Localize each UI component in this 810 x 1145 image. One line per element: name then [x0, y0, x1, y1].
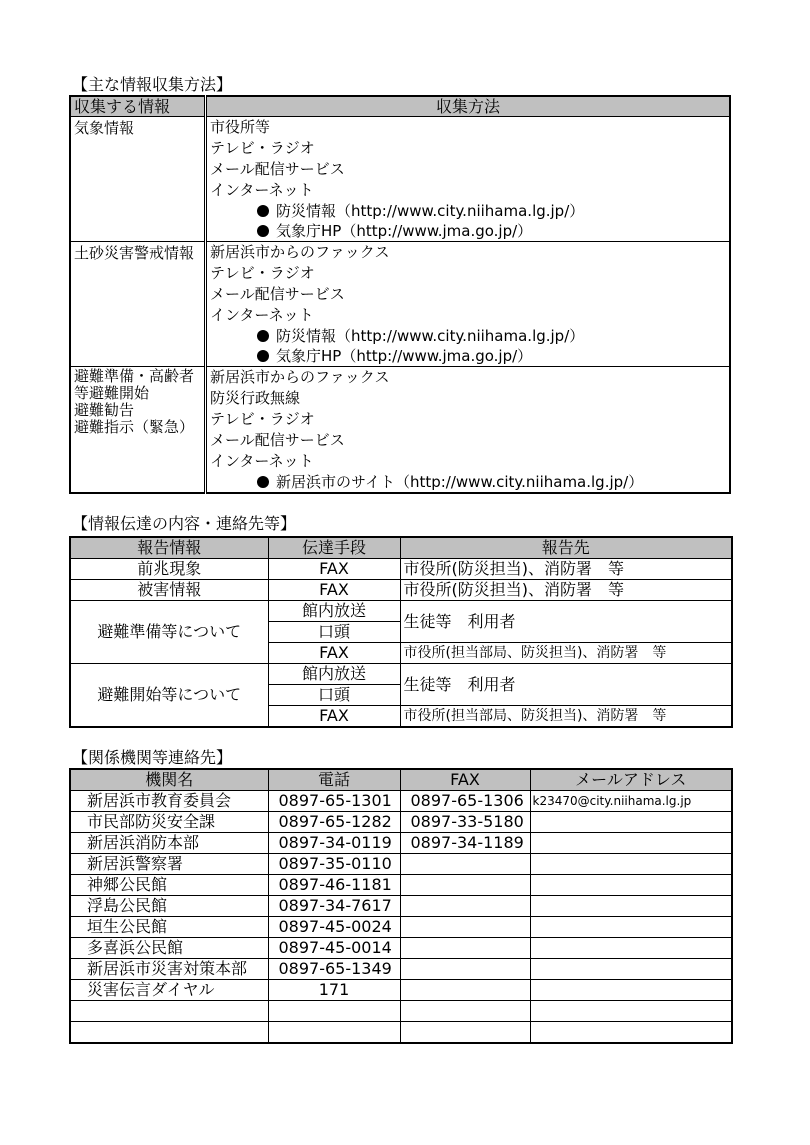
org-name: 浮島公民館 — [70, 896, 268, 917]
email-address — [530, 1022, 732, 1044]
email-address — [530, 917, 732, 938]
table-row — [70, 559, 732, 580]
org-name: 垣生公民館 — [70, 917, 268, 938]
table-row — [70, 117, 730, 242]
method-item: インターネット — [210, 452, 314, 470]
phone-number: 0897-65-1282 — [268, 812, 400, 833]
header-phone: 電話 — [268, 769, 400, 791]
org-name: 多喜浜公民館 — [70, 938, 268, 959]
method-item: インターネット — [210, 306, 314, 324]
info-category: 避難準備・高齢者等避難開始 避難勧告 避難指示（緊急） — [70, 367, 206, 494]
header-email: メールアドレス — [530, 769, 732, 791]
email-address: k23470@city.niihama.lg.jp — [530, 791, 732, 812]
header-info-type: 収集する情報 — [70, 96, 206, 117]
link-item — [207, 221, 729, 241]
section2-title: 【情報伝達の内容・連絡先等】 — [72, 514, 297, 533]
info-category: 気象情報 — [70, 117, 206, 242]
email-address — [530, 875, 732, 896]
email-address — [530, 1001, 732, 1022]
method-item: メール配信サービス — [210, 285, 345, 303]
report-destination: 生徒等 利用者 — [400, 664, 732, 706]
bullet-icon — [257, 350, 269, 362]
method-list — [206, 117, 731, 242]
link-text: 防災情報（http://www.city.niihama.lg.jp/） — [276, 202, 585, 220]
transmission-means: 口頭 — [268, 622, 400, 643]
info-collection-table — [69, 95, 731, 494]
link-item — [207, 201, 729, 221]
table-row — [70, 242, 730, 367]
link-text: 新居浜市のサイト（http://www.city.niihama.lg.jp/） — [276, 473, 644, 491]
report-info: 避難開始等について — [70, 664, 268, 728]
fax-number: 0897-34-1189 — [400, 833, 530, 854]
table-row — [70, 1022, 732, 1044]
header-report-destination: 報告先 — [400, 537, 732, 559]
method-item: テレビ・ラジオ — [210, 264, 315, 282]
link-item — [207, 346, 729, 366]
report-destination: 市役所(担当部局、防災担当)、消防署 等 — [400, 643, 732, 664]
info-transmission-table — [69, 536, 733, 728]
report-destination: 市役所(防災担当)、消防署 等 — [400, 559, 732, 580]
fax-number — [400, 854, 530, 875]
org-name — [70, 1001, 268, 1022]
method-list — [206, 367, 731, 494]
transmission-means: 口頭 — [268, 685, 400, 706]
transmission-means: FAX — [268, 643, 400, 664]
phone-number: 0897-65-1349 — [268, 959, 400, 980]
phone-number — [268, 1001, 400, 1022]
fax-number — [400, 1001, 530, 1022]
table-row — [70, 812, 732, 833]
email-address — [530, 980, 732, 1001]
transmission-means: FAX — [268, 580, 400, 601]
table-row — [70, 896, 732, 917]
contact-table — [69, 768, 733, 1044]
org-name: 神郷公民館 — [70, 875, 268, 896]
org-name: 新居浜消防本部 — [70, 833, 268, 854]
report-info: 避難準備等について — [70, 601, 268, 664]
transmission-means: FAX — [268, 559, 400, 580]
email-address — [530, 896, 732, 917]
method-item: 市役所等 — [210, 118, 271, 136]
section1-title: 【主な情報収集方法】 — [72, 75, 233, 94]
fax-number — [400, 896, 530, 917]
bullet-icon — [257, 476, 269, 488]
fax-number — [400, 938, 530, 959]
table-row — [70, 833, 732, 854]
report-destination: 生徒等 利用者 — [400, 601, 732, 643]
table-row — [70, 959, 732, 980]
header-fax: FAX — [400, 769, 530, 791]
table-row — [70, 601, 732, 622]
org-name: 新居浜市教育委員会 — [70, 791, 268, 812]
bullet-icon — [257, 225, 269, 237]
header-collection-method: 収集方法 — [206, 96, 731, 117]
phone-number: 0897-65-1301 — [268, 791, 400, 812]
table-row — [70, 664, 732, 685]
fax-number: 0897-65-1306 — [400, 791, 530, 812]
email-address — [530, 938, 732, 959]
phone-number: 171 — [268, 980, 400, 1001]
link-text: 防災情報（http://www.city.niihama.lg.jp/） — [276, 327, 585, 345]
transmission-means: 館内放送 — [268, 601, 400, 622]
email-address — [530, 812, 732, 833]
report-info: 前兆現象 — [70, 559, 268, 580]
email-address — [530, 854, 732, 875]
link-item — [207, 326, 729, 346]
phone-number: 0897-34-7617 — [268, 896, 400, 917]
bullet-icon — [257, 205, 269, 217]
email-address — [530, 959, 732, 980]
table-row — [70, 791, 732, 812]
link-text: 気象庁HP（http://www.jma.go.jp/） — [276, 222, 533, 240]
method-item: 新居浜市からのファックス — [210, 243, 390, 261]
bullet-icon — [257, 330, 269, 342]
report-info: 被害情報 — [70, 580, 268, 601]
fax-number — [400, 1022, 530, 1044]
method-item: メール配信サービス — [210, 431, 345, 449]
table-row — [70, 875, 732, 896]
report-destination: 市役所(担当部局、防災担当)、消防署 等 — [400, 706, 732, 728]
report-destination: 市役所(防災担当)、消防署 等 — [400, 580, 732, 601]
method-item: 防災行政無線 — [210, 389, 301, 407]
table-row — [70, 1001, 732, 1022]
link-item — [207, 472, 729, 492]
link-text: 気象庁HP（http://www.jma.go.jp/） — [276, 347, 533, 365]
table-row — [70, 980, 732, 1001]
org-name: 市民部防災安全課 — [70, 812, 268, 833]
phone-number: 0897-45-0024 — [268, 917, 400, 938]
org-name: 新居浜市災害対策本部 — [70, 959, 268, 980]
table-row — [70, 580, 732, 601]
method-list — [206, 242, 731, 367]
fax-number — [400, 959, 530, 980]
email-address — [530, 833, 732, 854]
fax-number — [400, 875, 530, 896]
header-report-info: 報告情報 — [70, 537, 268, 559]
fax-number: 0897-33-5180 — [400, 812, 530, 833]
transmission-means: 館内放送 — [268, 664, 400, 685]
table-row — [70, 917, 732, 938]
fax-number — [400, 980, 530, 1001]
header-transmission-means: 伝達手段 — [268, 537, 400, 559]
phone-number: 0897-34-0119 — [268, 833, 400, 854]
org-name: 新居浜警察署 — [70, 854, 268, 875]
org-name — [70, 1022, 268, 1044]
fax-number — [400, 917, 530, 938]
method-item: メール配信サービス — [210, 160, 345, 178]
phone-number: 0897-45-0014 — [268, 938, 400, 959]
method-item: テレビ・ラジオ — [210, 410, 315, 428]
phone-number: 0897-46-1181 — [268, 875, 400, 896]
transmission-means: FAX — [268, 706, 400, 728]
section3-title: 【関係機関等連絡先】 — [72, 748, 233, 767]
info-category: 土砂災害警戒情報 — [70, 242, 206, 367]
table-row — [70, 854, 732, 875]
method-item: インターネット — [210, 181, 314, 199]
table-row — [70, 938, 732, 959]
table-row — [70, 367, 730, 494]
phone-number — [268, 1022, 400, 1044]
method-item: テレビ・ラジオ — [210, 139, 315, 157]
org-name: 災害伝言ダイヤル — [70, 980, 268, 1001]
header-org-name: 機関名 — [70, 769, 268, 791]
method-item: 新居浜市からのファックス — [210, 368, 390, 386]
phone-number: 0897-35-0110 — [268, 854, 400, 875]
